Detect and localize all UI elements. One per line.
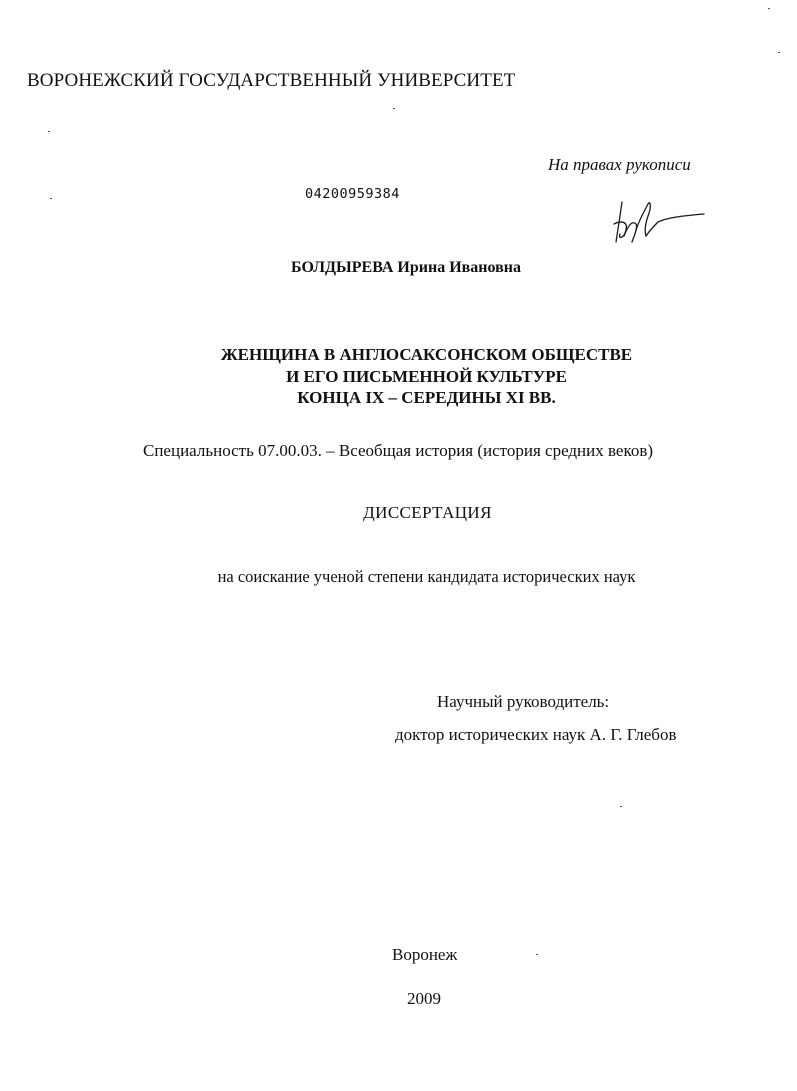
scan-speck	[778, 52, 780, 53]
scan-speck	[393, 108, 395, 109]
title-line: ЖЕНЩИНА В АНГЛОСАКСОНСКОМ ОБЩЕСТВЕ	[220, 345, 633, 364]
scan-speck	[620, 806, 622, 807]
scan-speck	[768, 8, 770, 9]
specialty-line: Специальность 07.00.03. – Всеобщая история (история средних веков)	[143, 441, 654, 460]
scan-speck	[536, 954, 538, 955]
scan-speck	[50, 198, 52, 199]
degree-purpose: на соискание ученой степени кандидата исторических наук	[217, 567, 636, 586]
handwritten-signature	[610, 190, 710, 250]
university-name: ВОРОНЕЖСКИЙ ГОСУДАРСТВЕННЫЙ УНИВЕРСИТЕТ	[27, 70, 516, 91]
dissertation-title	[28, 344, 797, 409]
title-line: И ЕГО ПИСЬМЕННОЙ КУЛЬТУРЕ	[286, 366, 567, 386]
supervisor-name: доктор исторических наук А. Г. Глебов	[395, 725, 677, 744]
title-line: КОНЦА IX – СЕРЕДИНЫ XI ВВ.	[297, 388, 556, 407]
supervisor-label: Научный руководитель:	[437, 692, 610, 711]
document-type: ДИССЕРТАЦИЯ	[363, 503, 492, 522]
inventory-number: 04200959384	[305, 186, 400, 202]
author-name: БОЛДЫРЕВА Ирина Ивановна	[291, 259, 521, 276]
city: Воронеж	[392, 945, 458, 964]
year: 2009	[407, 989, 441, 1008]
manuscript-rights-note: На правах рукописи	[548, 155, 691, 174]
scan-speck	[48, 131, 50, 132]
